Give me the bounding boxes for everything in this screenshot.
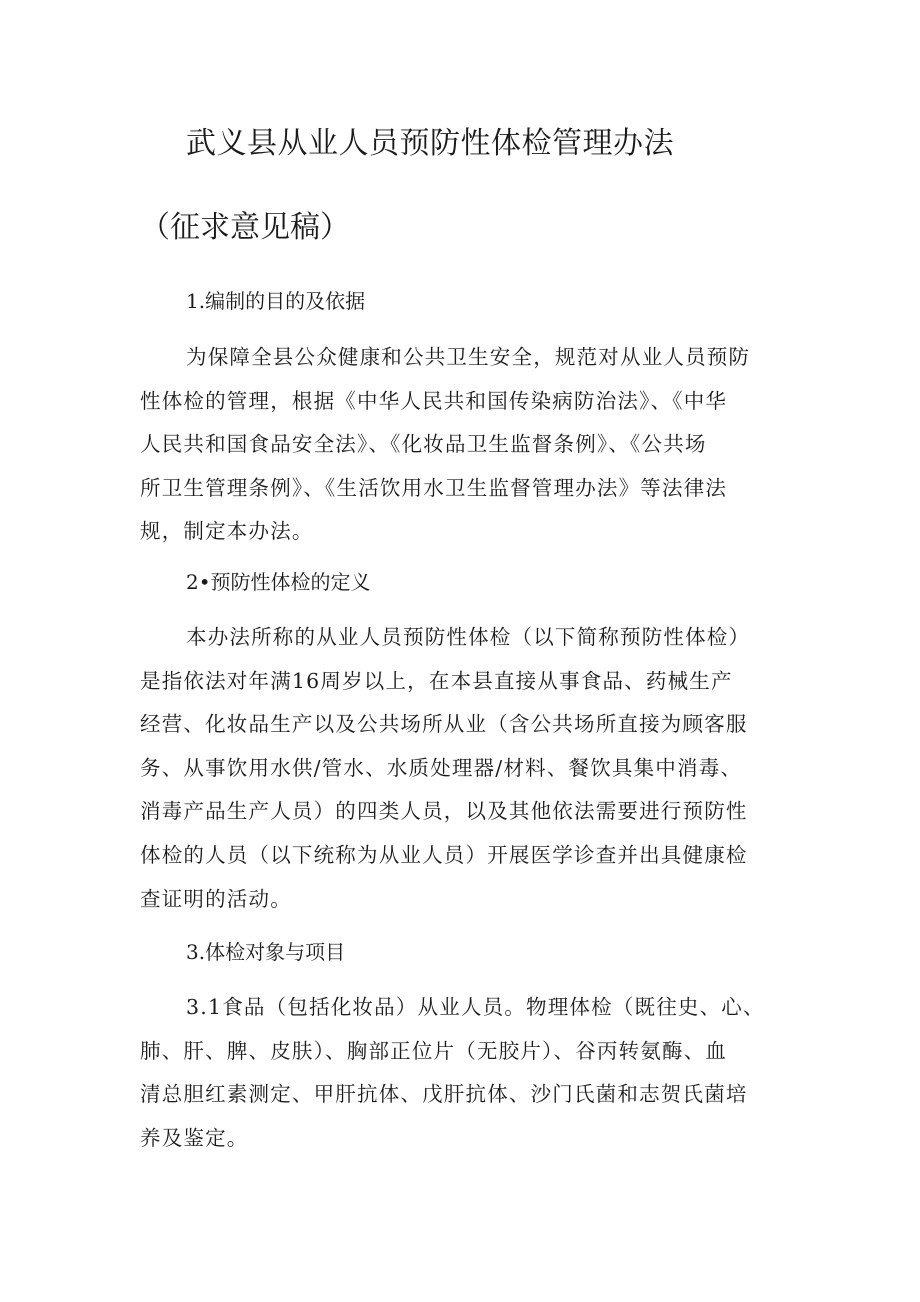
paragraph-line: 为保障全县公众健康和公共卫生安全，规范对从业人员预防 [186, 345, 751, 369]
paragraph-line: 经营、化妆品生产以及公共场所从业（含公共场所直接为顾客服 [140, 712, 748, 737]
section-heading-1: 1.编制的目的及依据 [186, 289, 366, 313]
section-heading-3: 3.体检对象与项目 [186, 940, 346, 964]
paragraph-line: 是指依法对年满16周岁以上，在本县直接从事食品、药械生产 [140, 668, 733, 693]
paragraph-line: 本办法所称的从业人员预防性体检（以下简称预防性体检） [186, 625, 751, 649]
paragraph-line: 人民共和国食品安全法》、《化妆品卫生监督条例》、《公共场 [140, 432, 707, 457]
paragraph-line: 务、从事饮用水供/管水、水质处理器/材料、餐饮具集中消毒、 [140, 755, 743, 780]
document-title: 武义县从业人员预防性体检管理办法 [186, 126, 674, 161]
section-3-paragraph [140, 986, 800, 1160]
paragraph-line: 所卫生管理条例》、《生活饮用水卫生监督管理办法》等法律法 [140, 475, 728, 500]
document-subtitle: （征求意见稿） [140, 210, 350, 245]
paragraph-line: 规，制定本办法。 [140, 519, 314, 544]
paragraph-line: 清总胆红素测定、甲肝抗体、戊肝抗体、沙门氏菌和志贺氏菌培 [140, 1082, 748, 1107]
paragraph-line: 养及鉴定。 [140, 1125, 249, 1150]
paragraph-line: 消毒产品生产人员）的四类人员，以及其他依法需要进行预防性 [140, 799, 748, 824]
paragraph-line: 查证明的活动。 [140, 886, 292, 911]
paragraph-line: 性体检的管理，根据《中华人民共和国传染病防治法》、《中华 [140, 388, 728, 413]
paragraph-line: 3.1食品（包括化妆品）从业人员。物理体检（既往史、心、 [186, 995, 765, 1019]
paragraph-line: 肺、肝、脾、皮肤）、胸部正位片（无胶片）、谷丙转氨酶、血 [140, 1038, 728, 1063]
paragraph-line: 体检的人员（以下统称为从业人员）开展医学诊查并出具健康检 [140, 842, 748, 867]
section-2-paragraph [140, 616, 800, 921]
section-1-paragraph [140, 336, 800, 554]
section-heading-2: 2•预防性体检的定义 [186, 570, 371, 594]
